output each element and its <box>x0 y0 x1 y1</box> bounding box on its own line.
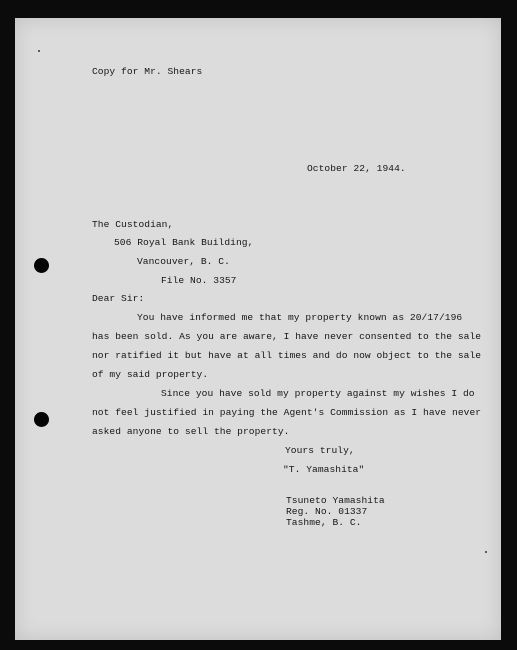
file-number: File No. 3357 <box>161 275 237 286</box>
closing: Yours truly, <box>285 445 355 456</box>
letter-date: October 22, 1944. <box>307 163 406 174</box>
salutation: Dear Sir: <box>92 293 145 304</box>
paragraph-2-line-2: not feel justified in paying the Agent's Commission as I have never <box>92 407 482 418</box>
sender-reg-number: Reg. No. 01337 <box>286 506 368 517</box>
punch-hole-bottom <box>34 412 49 427</box>
recipient-line-2: 506 Royal Bank Building, <box>114 237 254 248</box>
paper-speck <box>38 50 40 52</box>
recipient-line-1: The Custodian, <box>92 219 174 230</box>
sender-name: Tsuneto Yamashita <box>286 495 385 506</box>
copy-note: Copy for Mr. Shears <box>92 66 203 77</box>
paragraph-2-line-1: Since you have sold my property against my wishes I do <box>161 388 475 399</box>
recipient-line-3: Vancouver, B. C. <box>137 256 230 267</box>
paragraph-2-line-3: asked anyone to sell the property. <box>92 426 290 437</box>
signature: "T. Yamashita" <box>283 464 365 475</box>
paper-speck <box>485 551 487 553</box>
paragraph-1-line-1: You have informed me that my property known as 20/17/196 <box>137 312 463 323</box>
letter-page <box>15 18 501 640</box>
paragraph-1-line-4: of my said property. <box>92 369 209 380</box>
sender-location: Tashme, B. C. <box>286 517 362 528</box>
paragraph-1-line-2: has been sold. As you are aware, I have never consented to the sale <box>92 331 482 342</box>
paragraph-1-line-3: nor ratified it but have at all times and do now object to the sale <box>92 350 482 361</box>
punch-hole-top <box>34 258 49 273</box>
